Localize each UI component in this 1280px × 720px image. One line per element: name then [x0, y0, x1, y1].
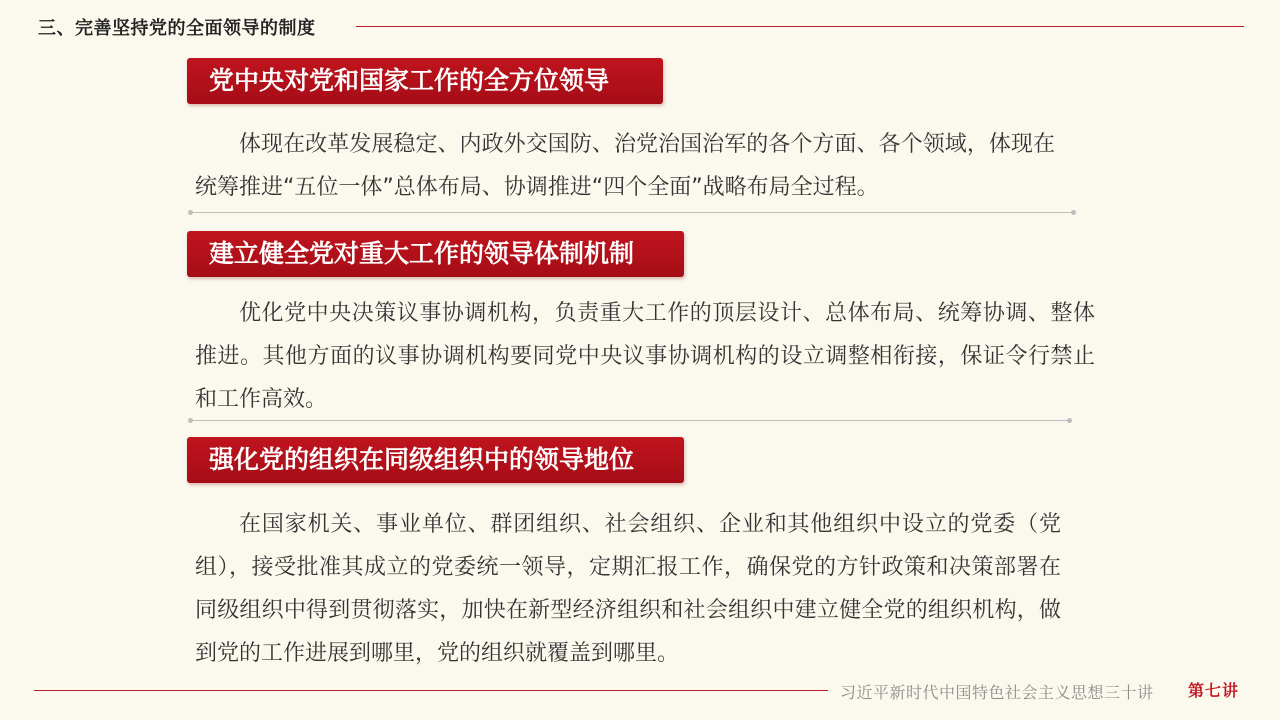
header-divider	[356, 26, 1244, 27]
section-body-2: 优化党中央决策议事协调机构，负责重大工作的顶层设计、总体布局、统筹协调、整体推进。其他方面的议事协调机构要同党中央议事协调机构的设立调整相衔接，保证令行禁止和工作高效。	[195, 301, 1095, 412]
section-title-2: 建立健全党对重大工作的领导体制机制	[187, 231, 684, 277]
footer-series-title: 习近平新时代中国特色社会主义思想三十讲	[840, 683, 1154, 702]
section-body-3: 在国家机关、事业单位、群团组织、社会组织、企业和其他组织中设立的党委（党组），接受批准其成立的党委统一领导，定期汇报工作，确保党的方针政策和决策部署在同级组织中得到贯彻落实，加快在新型经济组织和社会组织中建立健全党的组织机构，做到党的工作进展到哪里，党的组织就覆盖到哪里。	[195, 512, 1061, 666]
footer-lecture-number: 第七讲	[1188, 681, 1240, 700]
section-body-1: 体现在改革发展稳定、内政外交国防、治党治国治军的各个方面、各个领域，体现在统筹推进“五位一体”总体布局、协调推进“四个全面”战略布局全过程。	[195, 132, 1055, 200]
page-title: 三、完善坚持党的全面领导的制度	[38, 18, 316, 39]
section-divider-2	[190, 420, 1070, 421]
section-title-1: 党中央对党和国家工作的全方位领导	[187, 58, 663, 104]
section-divider-1	[190, 212, 1074, 213]
section-title-3: 强化党的组织在同级组织中的领导地位	[187, 437, 684, 483]
slide-header	[0, 0, 1280, 50]
footer-divider	[34, 690, 828, 691]
